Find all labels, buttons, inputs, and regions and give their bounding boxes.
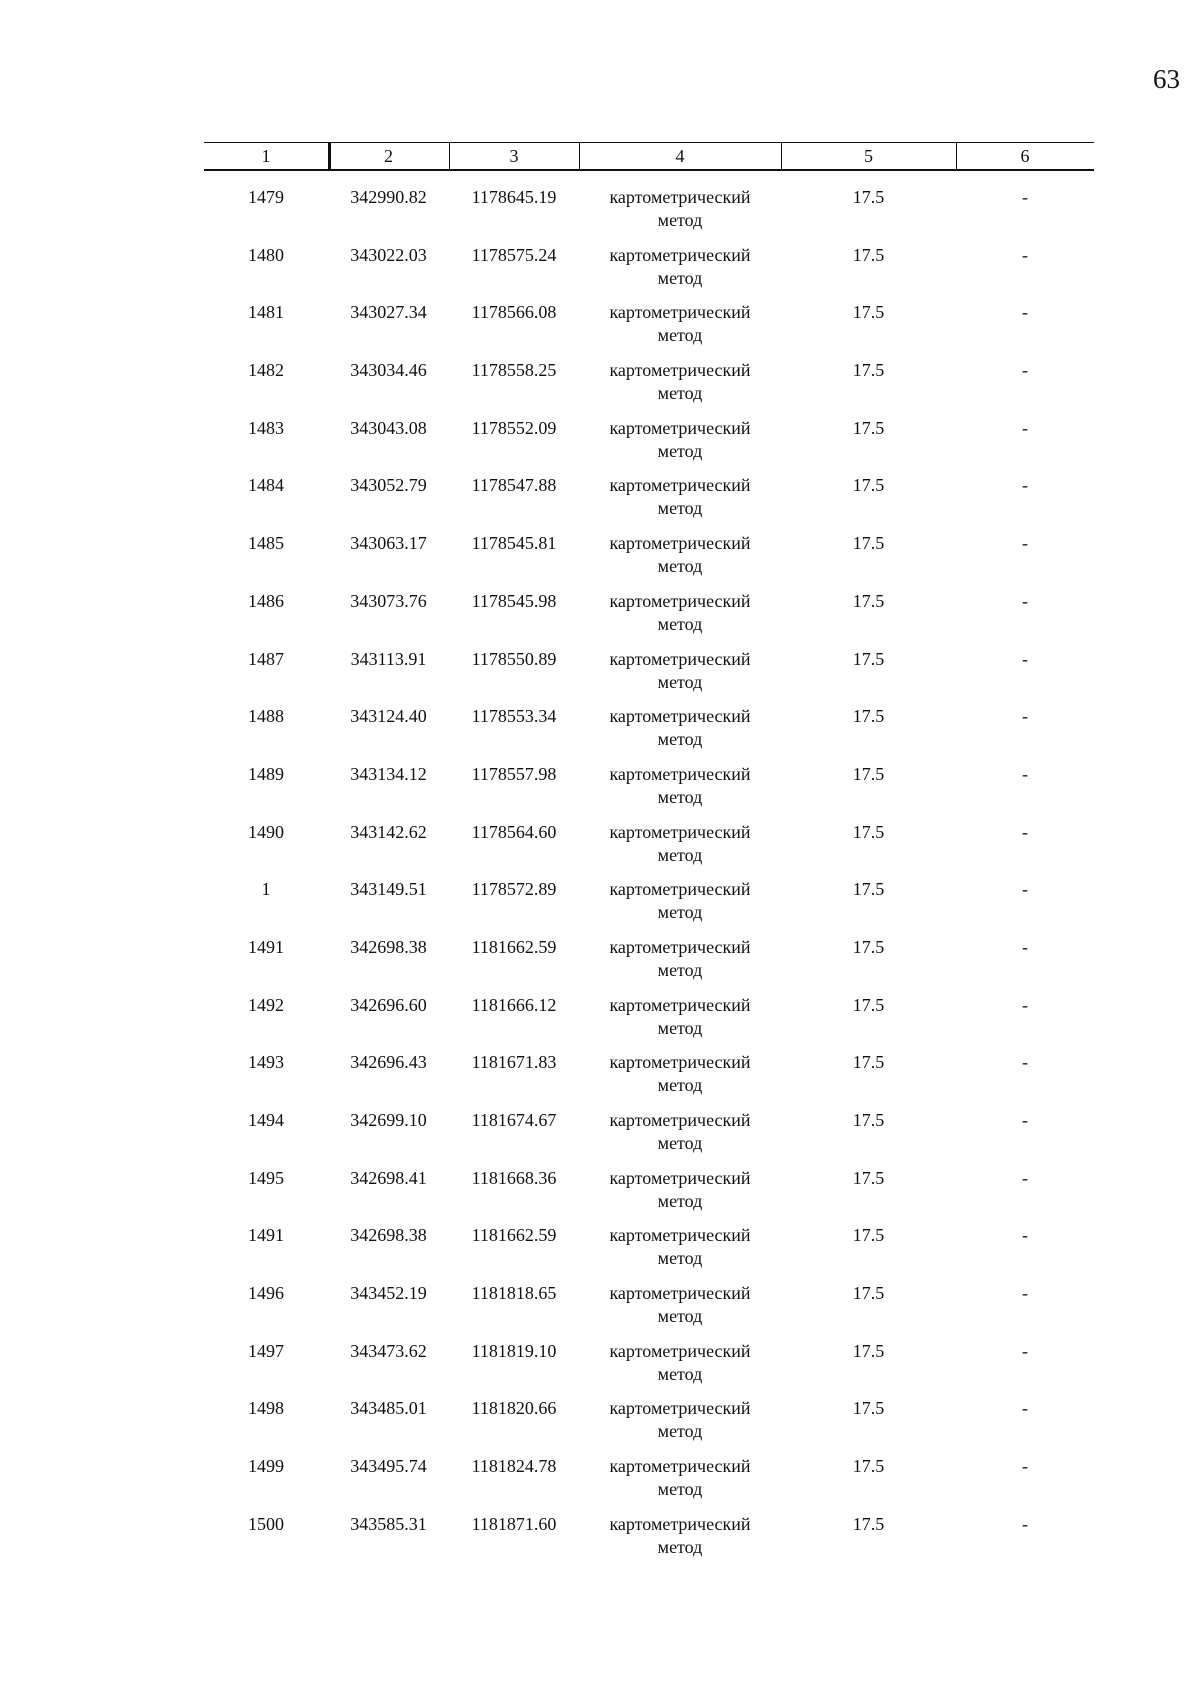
method-line-2: метод xyxy=(657,556,703,577)
header-col-6: 6 xyxy=(1020,146,1030,166)
point-number: 1480 xyxy=(248,244,284,265)
precision: 17.5 xyxy=(852,1513,885,1534)
point-number: 1491 xyxy=(248,1225,284,1246)
table-row xyxy=(204,647,1094,705)
coord-x: 343113.91 xyxy=(350,648,427,669)
table-row xyxy=(204,935,1094,993)
description: - xyxy=(1022,244,1028,265)
method-line-1: картометрический xyxy=(609,244,751,265)
method-cell xyxy=(579,935,781,982)
description: - xyxy=(1022,1110,1028,1130)
method-line-2: метод xyxy=(657,383,703,404)
method-line-2: метод xyxy=(657,1363,703,1384)
precision: 17.5 xyxy=(852,648,885,669)
method-cell xyxy=(579,1281,781,1328)
method-line-2: метод xyxy=(657,267,703,288)
method-cell xyxy=(579,877,781,924)
table-body xyxy=(204,185,1094,1570)
description: - xyxy=(1022,187,1028,207)
method-line-2: метод xyxy=(657,1479,703,1500)
coord-y: 1178645.19 xyxy=(471,187,557,207)
description: - xyxy=(1022,360,1028,381)
precision: 17.5 xyxy=(852,475,885,496)
method-line-2: метод xyxy=(657,210,703,230)
description: - xyxy=(1022,1398,1028,1419)
method-line-2: метод xyxy=(657,844,703,865)
coord-y: 1178566.08 xyxy=(471,302,557,323)
coord-y: 1178550.89 xyxy=(471,648,557,669)
description: - xyxy=(1022,879,1028,900)
point-number: 1484 xyxy=(248,475,284,496)
method-line-1: картометрический xyxy=(609,648,751,669)
method-line-1: картометрический xyxy=(609,879,751,900)
method-line-1: картометрический xyxy=(609,417,751,438)
precision: 17.5 xyxy=(852,821,885,842)
coord-y: 1178558.25 xyxy=(471,360,557,381)
method-line-1: картометрический xyxy=(609,1110,751,1130)
method-line-1: картометрический xyxy=(609,475,751,496)
point-number: 1497 xyxy=(248,1340,284,1361)
header-col-2: 2 xyxy=(384,146,393,166)
method-cell xyxy=(579,185,781,232)
precision: 17.5 xyxy=(852,417,885,438)
method-line-2: метод xyxy=(657,325,703,346)
precision: 17.5 xyxy=(852,879,885,900)
method-line-2: метод xyxy=(657,671,703,692)
table-row xyxy=(204,243,1094,301)
table-row xyxy=(204,1108,1094,1166)
method-cell xyxy=(579,1339,781,1386)
method-cell xyxy=(579,358,781,405)
precision: 17.5 xyxy=(852,533,885,554)
method-line-1: картометрический xyxy=(609,1225,751,1246)
table-row xyxy=(204,1396,1094,1454)
method-line-2: метод xyxy=(657,1248,703,1269)
method-cell xyxy=(579,1223,781,1270)
precision: 17.5 xyxy=(852,1283,885,1304)
coord-x: 343034.46 xyxy=(350,360,427,381)
coord-y: 1178545.81 xyxy=(471,533,557,554)
precision: 17.5 xyxy=(852,244,885,265)
coord-x: 342990.82 xyxy=(350,187,427,207)
method-cell xyxy=(579,1108,781,1155)
header-col-5: 5 xyxy=(864,146,873,166)
method-cell xyxy=(579,243,781,290)
coord-x: 343452.19 xyxy=(350,1283,427,1304)
method-line-1: картометрический xyxy=(609,590,751,611)
description: - xyxy=(1022,994,1028,1015)
description: - xyxy=(1022,533,1028,554)
point-number: 1493 xyxy=(248,1052,284,1073)
description: - xyxy=(1022,1513,1028,1534)
coord-x: 343063.17 xyxy=(350,533,427,554)
description: - xyxy=(1022,821,1028,842)
method-line-1: картометрический xyxy=(609,821,751,842)
coord-x: 342699.10 xyxy=(350,1110,427,1130)
table-row xyxy=(204,185,1094,243)
precision: 17.5 xyxy=(852,1110,885,1130)
description: - xyxy=(1022,763,1028,784)
method-cell xyxy=(579,531,781,578)
coord-x: 343149.51 xyxy=(350,879,427,900)
table-row xyxy=(204,358,1094,416)
table-row xyxy=(204,473,1094,531)
coord-y: 1178545.98 xyxy=(471,590,557,611)
point-number: 1489 xyxy=(248,763,284,784)
table-row xyxy=(204,1166,1094,1224)
coord-x: 342698.41 xyxy=(350,1167,427,1188)
method-line-1: картометрический xyxy=(609,1513,751,1534)
coord-x: 343485.01 xyxy=(350,1398,427,1419)
coord-x: 342696.60 xyxy=(350,994,427,1015)
header-col-1: 1 xyxy=(261,146,271,166)
method-line-2: метод xyxy=(657,1421,703,1442)
method-cell xyxy=(579,473,781,520)
precision: 17.5 xyxy=(852,1167,885,1188)
table-row xyxy=(204,1454,1094,1512)
precision: 17.5 xyxy=(852,706,885,727)
method-cell xyxy=(579,993,781,1040)
coord-y: 1181666.12 xyxy=(471,994,557,1015)
precision: 17.5 xyxy=(852,302,885,323)
method-line-1: картометрический xyxy=(609,936,751,957)
description: - xyxy=(1022,1052,1028,1073)
precision: 17.5 xyxy=(852,1398,885,1419)
method-line-1: картометрический xyxy=(609,706,751,727)
method-cell xyxy=(579,300,781,347)
description: - xyxy=(1022,1167,1028,1188)
table-row xyxy=(204,1281,1094,1339)
precision: 17.5 xyxy=(852,936,885,957)
coord-y: 1181819.10 xyxy=(471,1340,557,1361)
point-number: 1486 xyxy=(248,590,284,611)
method-cell xyxy=(579,704,781,751)
method-cell xyxy=(579,762,781,809)
description: - xyxy=(1022,590,1028,611)
header-col-3: 3 xyxy=(509,146,519,166)
method-line-2: метод xyxy=(657,1190,703,1211)
method-line-1: картометрический xyxy=(609,533,751,554)
point-number: 1491 xyxy=(248,936,284,957)
coord-y: 1181871.60 xyxy=(471,1513,557,1534)
table-header xyxy=(204,142,1094,171)
table-row xyxy=(204,704,1094,762)
method-line-2: метод xyxy=(657,786,703,807)
coord-y: 1178557.98 xyxy=(471,763,557,784)
point-number: 1481 xyxy=(248,302,284,323)
description: - xyxy=(1022,936,1028,957)
method-cell xyxy=(579,1050,781,1097)
coord-y: 1181824.78 xyxy=(471,1456,557,1477)
coord-x: 343124.40 xyxy=(350,706,427,727)
description: - xyxy=(1022,648,1028,669)
description: - xyxy=(1022,302,1028,323)
method-cell xyxy=(579,1396,781,1443)
method-line-1: картометрический xyxy=(609,360,751,381)
point-number: 1479 xyxy=(248,187,284,207)
coord-x: 342698.38 xyxy=(350,1225,427,1246)
point-number: 1485 xyxy=(248,533,284,554)
point-number: 1482 xyxy=(248,360,284,381)
point-number: 1483 xyxy=(248,417,284,438)
point-number: 1495 xyxy=(248,1167,284,1188)
coord-y: 1181671.83 xyxy=(471,1052,557,1073)
coord-x: 343027.34 xyxy=(350,302,427,323)
method-line-1: картометрический xyxy=(609,1398,751,1419)
coord-x: 343043.08 xyxy=(350,417,427,438)
coord-y: 1178572.89 xyxy=(471,879,557,900)
description: - xyxy=(1022,417,1028,438)
description: - xyxy=(1022,475,1028,496)
coord-x: 342696.43 xyxy=(350,1052,427,1073)
point-number: 1494 xyxy=(248,1110,284,1130)
precision: 17.5 xyxy=(852,763,885,784)
page-number: 63 xyxy=(1153,64,1180,94)
coord-y: 1178553.34 xyxy=(471,706,557,727)
method-line-2: метод xyxy=(657,959,703,980)
table-row xyxy=(204,820,1094,878)
point-number: 1500 xyxy=(248,1513,284,1534)
point-number: 1490 xyxy=(248,821,284,842)
coord-y: 1178547.88 xyxy=(471,475,557,496)
coord-x: 343142.62 xyxy=(350,821,427,842)
coord-x: 343585.31 xyxy=(350,1513,427,1534)
table-row xyxy=(204,993,1094,1051)
table-row xyxy=(204,1223,1094,1281)
method-cell xyxy=(579,1166,781,1213)
method-cell xyxy=(579,1454,781,1501)
method-cell xyxy=(579,647,781,694)
method-line-1: картометрический xyxy=(609,1340,751,1361)
method-line-2: метод xyxy=(657,729,703,750)
description: - xyxy=(1022,1340,1028,1361)
coord-x: 343134.12 xyxy=(350,763,427,784)
table-row xyxy=(204,1512,1094,1570)
method-line-2: метод xyxy=(657,1075,703,1096)
coord-x: 342698.38 xyxy=(350,936,427,957)
method-line-2: метод xyxy=(657,1017,703,1038)
coord-y: 1181820.66 xyxy=(471,1398,557,1419)
point-number: 1498 xyxy=(248,1398,284,1419)
coord-x: 343052.79 xyxy=(350,475,427,496)
precision: 17.5 xyxy=(852,1456,885,1477)
method-cell xyxy=(579,589,781,636)
table-row xyxy=(204,416,1094,474)
method-line-1: картометрический xyxy=(609,1167,751,1188)
method-line-2: метод xyxy=(657,902,703,923)
description: - xyxy=(1022,1283,1028,1304)
method-line-1: картометрический xyxy=(609,302,751,323)
coord-y: 1178552.09 xyxy=(471,417,557,438)
table-row xyxy=(204,762,1094,820)
table-row xyxy=(204,300,1094,358)
method-cell xyxy=(579,416,781,463)
coord-x: 343022.03 xyxy=(350,244,427,265)
point-number: 1487 xyxy=(248,648,284,669)
coord-x: 343495.74 xyxy=(350,1456,427,1477)
table-row xyxy=(204,589,1094,647)
method-line-1: картометрический xyxy=(609,1052,751,1073)
coord-y: 1181818.65 xyxy=(471,1283,557,1304)
point-number: 1488 xyxy=(248,706,284,727)
coord-y: 1178575.24 xyxy=(471,244,557,265)
precision: 17.5 xyxy=(852,360,885,381)
method-line-1: картометрический xyxy=(609,1283,751,1304)
precision: 17.5 xyxy=(852,994,885,1015)
table-row xyxy=(204,1050,1094,1108)
method-line-1: картометрический xyxy=(609,1456,751,1477)
method-cell xyxy=(579,1512,781,1559)
table-row xyxy=(204,877,1094,935)
method-line-1: картометрический xyxy=(609,763,751,784)
table-row xyxy=(204,531,1094,589)
method-line-2: метод xyxy=(657,440,703,461)
precision: 17.5 xyxy=(852,187,885,207)
point-number: 1492 xyxy=(248,994,284,1015)
method-line-2: метод xyxy=(657,1133,703,1153)
method-line-1: картометрический xyxy=(609,187,751,207)
method-line-2: метод xyxy=(657,498,703,519)
coord-y: 1178564.60 xyxy=(471,821,557,842)
header-col-4: 4 xyxy=(675,146,685,166)
point-number: 1499 xyxy=(248,1456,284,1477)
description: - xyxy=(1022,706,1028,727)
precision: 17.5 xyxy=(852,1052,885,1073)
coord-y: 1181674.67 xyxy=(471,1110,557,1130)
precision: 17.5 xyxy=(852,1225,885,1246)
coord-x: 343473.62 xyxy=(350,1340,427,1361)
precision: 17.5 xyxy=(852,590,885,611)
method-line-2: метод xyxy=(657,613,703,634)
method-line-2: метод xyxy=(657,1536,703,1557)
coord-y: 1181662.59 xyxy=(471,1225,557,1246)
method-line-2: метод xyxy=(657,1306,703,1327)
coord-x: 343073.76 xyxy=(350,590,427,611)
method-line-1: картометрический xyxy=(609,994,751,1015)
point-number: 1 xyxy=(261,879,271,900)
precision: 17.5 xyxy=(852,1340,885,1361)
method-cell xyxy=(579,820,781,867)
description: - xyxy=(1022,1456,1028,1477)
point-number: 1496 xyxy=(248,1283,284,1304)
coord-y: 1181668.36 xyxy=(471,1167,557,1188)
coord-y: 1181662.59 xyxy=(471,936,557,957)
description: - xyxy=(1022,1225,1028,1246)
table-row xyxy=(204,1339,1094,1397)
